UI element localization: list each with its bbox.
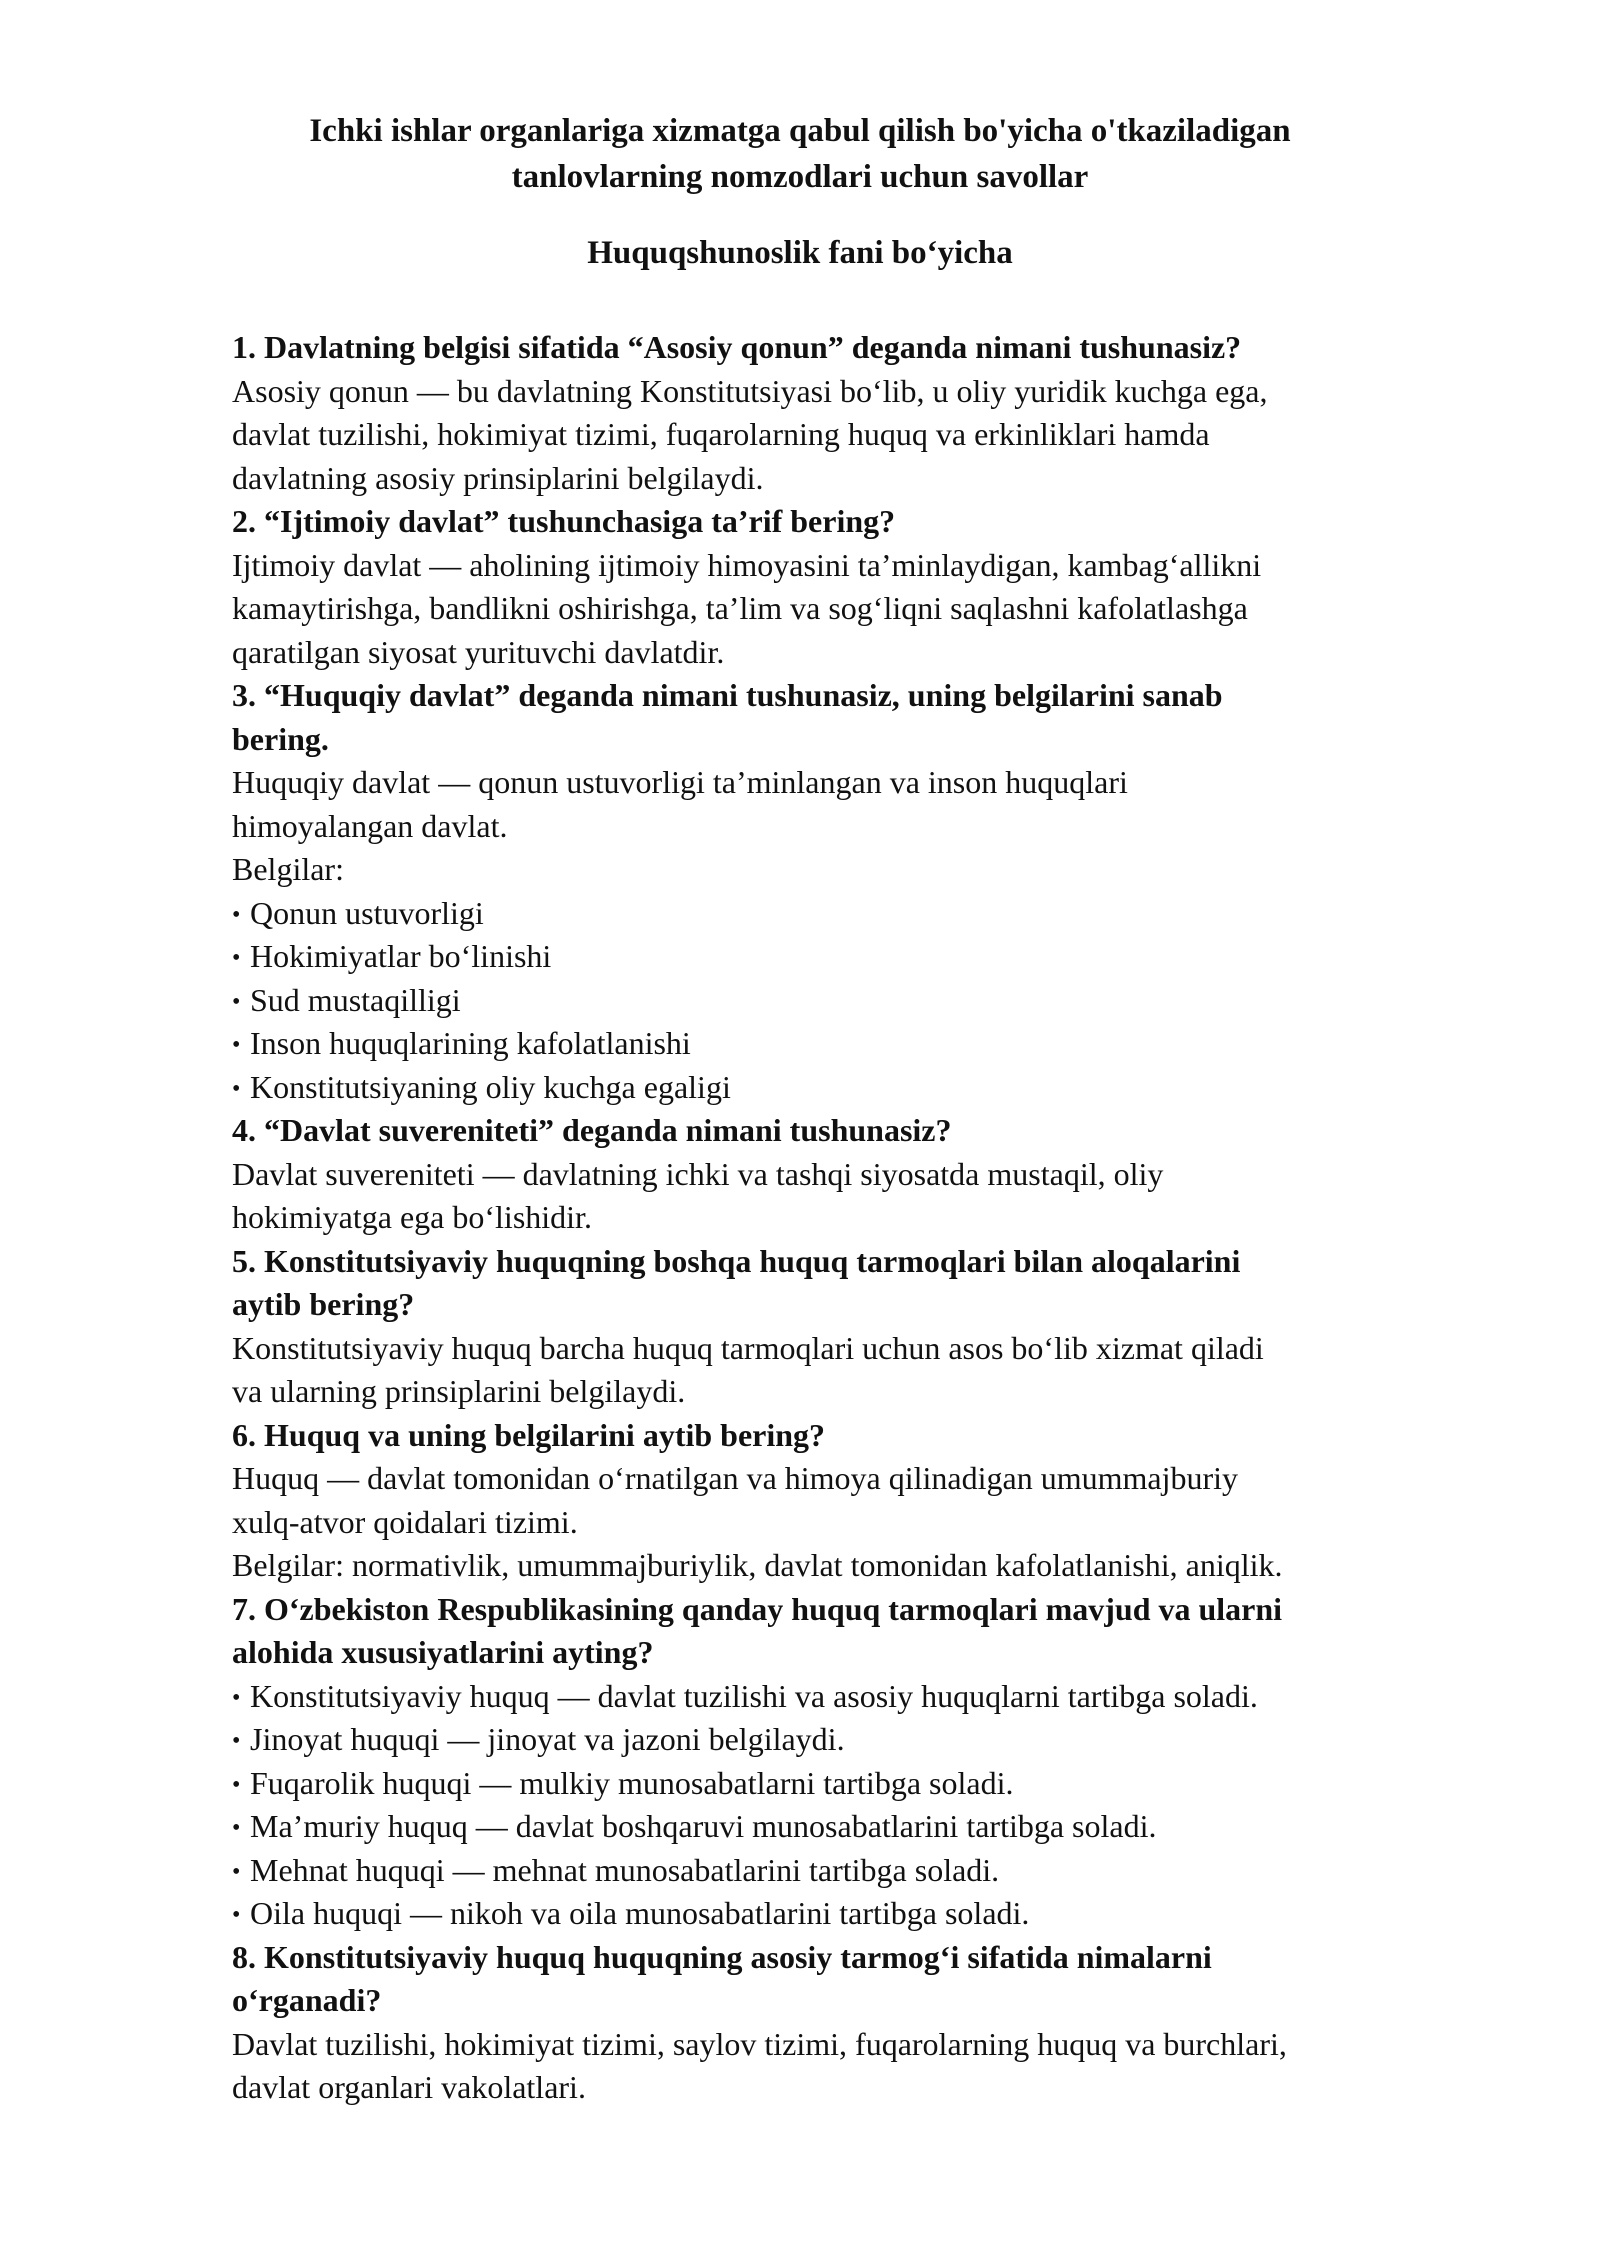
bullet-icon: •	[232, 1032, 241, 1058]
question-line: 6. Huquq va uning belgilarini aytib bering?	[232, 1416, 826, 1453]
answer-line: davlat organlari vakolatlari.	[232, 2069, 586, 2105]
bullet-text: Ma’muriy huquq — davlat boshqaruvi munosabatlarini tartibga soladi.	[250, 1808, 1157, 1844]
bullet-text: Fuqarolik huquqi — mulkiy munosabatlarni tartibga soladi.	[250, 1764, 1014, 1801]
answer-line: hokimiyatga ega bo‘lishidir.	[232, 1199, 592, 1235]
bullet-text: Konstitutsiyaviy huquq — davlat tuzilishi va asosiy huquqlarni tartibga soladi.	[250, 1677, 1258, 1714]
answer-line: Asosiy qonun — bu davlatning Konstitutsiyasi bo‘lib, u oliy yuridik kuchga ega,	[232, 372, 1268, 409]
bullet-item	[232, 1892, 1532, 1936]
document-title-line-2: tanlovlarning nomzodlari uchun savollar	[511, 159, 1089, 195]
bullet-icon: •	[232, 988, 241, 1015]
bullet-item	[232, 1066, 1532, 1110]
bullet-icon: •	[232, 1075, 241, 1102]
answer-line: Davlat suvereniteti — davlatning ichki va tashqi siyosatda mustaqil, oliy	[232, 1155, 1164, 1192]
answer-line: Belgilar: normativlik, umummajburiylik, davlat tomonidan kafolatlanishi, aniqlik.	[232, 1547, 1283, 1583]
question-line: 8. Konstitutsiyaviy huquq huquqning asosiy tarmog‘i sifatida nimalarni	[232, 1938, 1212, 1975]
answer-line: himoyalangan davlat.	[232, 807, 508, 844]
document-body	[232, 326, 1532, 2110]
bullet-item	[232, 935, 1532, 979]
answer-line: va ularning prinsiplarini belgilaydi.	[232, 1373, 686, 1409]
answer-line: Davlat tuzilishi, hokimiyat tizimi, saylov tizimi, fuqarolarning huquq va burchlari,	[232, 2025, 1287, 2062]
bullet-icon: •	[232, 1684, 241, 1711]
bullet-item	[232, 1762, 1532, 1806]
bullet-item	[232, 1805, 1532, 1849]
bullet-item	[232, 1022, 1532, 1066]
document-header	[0, 108, 1600, 276]
bullet-icon: •	[232, 901, 241, 928]
question-line: o‘rganadi?	[232, 1982, 382, 2018]
answer-line: Huquq — davlat tomonidan o‘rnatilgan va himoya qilinadigan umummajburiy	[232, 1460, 1239, 1496]
bullet-icon: •	[232, 1902, 241, 1928]
question-line: 3. “Huquqiy davlat” deganda nimani tushunasiz, uning belgilarini sanab	[232, 677, 1223, 713]
bullet-icon: •	[232, 1858, 241, 1885]
bullet-text: Hokimiyatlar bo‘linishi	[250, 938, 552, 974]
question-line: aytib bering?	[232, 1286, 415, 1322]
answer-line: kamaytirishga, bandlikni oshirishga, ta’lim va sog‘liqni saqlashni kafolatlashga	[232, 590, 1248, 626]
bullet-text: Qonun ustuvorligi	[250, 894, 484, 931]
bullet-item	[232, 1849, 1532, 1893]
bullet-item	[232, 892, 1532, 936]
bullet-text: Inson huquqlarining kafolatlanishi	[250, 1025, 691, 1061]
bullet-icon: •	[232, 1771, 241, 1798]
question-line: 7. O‘zbekiston Respublikasining qanday huquq tarmoqlari mavjud va ularni	[232, 1590, 1283, 1627]
bullet-icon: •	[232, 1728, 241, 1754]
question-line: 4. “Davlat suvereniteti” deganda nimani tushunasiz?	[232, 1112, 952, 1148]
answer-line: qaratilgan siyosat yurituvchi davlatdir.	[232, 633, 725, 670]
bullet-text: Konstitutsiyaning oliy kuchga egaligi	[250, 1068, 731, 1105]
bullet-text: Jinoyat huquqi — jinoyat va jazoni belgilaydi.	[250, 1721, 845, 1757]
bullet-icon: •	[232, 1815, 241, 1841]
answer-line: Belgilar:	[232, 851, 344, 887]
answer-line: Huquqiy davlat — qonun ustuvorligi ta’minlangan va inson huquqlari	[232, 764, 1128, 800]
answer-line: davlatning asosiy prinsiplarini belgilaydi.	[232, 459, 764, 496]
question-line: 5. Konstitutsiyaviy huquqning boshqa huquq tarmoqlari bilan aloqalarini	[232, 1242, 1241, 1279]
bullet-text: Sud mustaqilligi	[250, 981, 461, 1018]
answer-line: Ijtimoiy davlat — aholining ijtimoiy himoyasini ta’minlaydigan, kambag‘allikni	[232, 546, 1262, 583]
bullet-item	[232, 1675, 1532, 1719]
answer-line: xulq-atvor qoidalari tizimi.	[232, 1503, 578, 1540]
answer-line: davlat tuzilishi, hokimiyat tizimi, fuqarolarning huquq va erkinliklari hamda	[232, 416, 1210, 452]
bullet-icon: •	[232, 945, 241, 971]
document-title-line-1: Ichki ishlar organlariga xizmatga qabul qilish bo'yicha o'tkaziladigan	[309, 113, 1291, 149]
question-line: 2. “Ijtimoiy davlat” tushunchasiga ta’rif bering?	[232, 503, 896, 539]
question-line: 1. Davlatning belgisi sifatida “Asosiy qonun” deganda nimani tushunasiz?	[232, 329, 1242, 365]
bullet-text: Mehnat huquqi — mehnat munosabatlarini tartibga soladi.	[250, 1851, 1000, 1888]
answer-line: Konstitutsiyaviy huquq barcha huquq tarmoqlari uchun asos bo‘lib xizmat qiladi	[232, 1329, 1264, 1366]
question-line: alohida xususiyatlarini ayting?	[232, 1634, 654, 1670]
bullet-item	[232, 1718, 1532, 1762]
bullet-text: Oila huquqi — nikoh va oila munosabatlarini tartibga soladi.	[250, 1895, 1030, 1931]
bullet-item	[232, 979, 1532, 1023]
question-line: bering.	[232, 720, 329, 757]
document-subject: Huquqshunoslik fani bo‘yicha	[587, 235, 1013, 271]
